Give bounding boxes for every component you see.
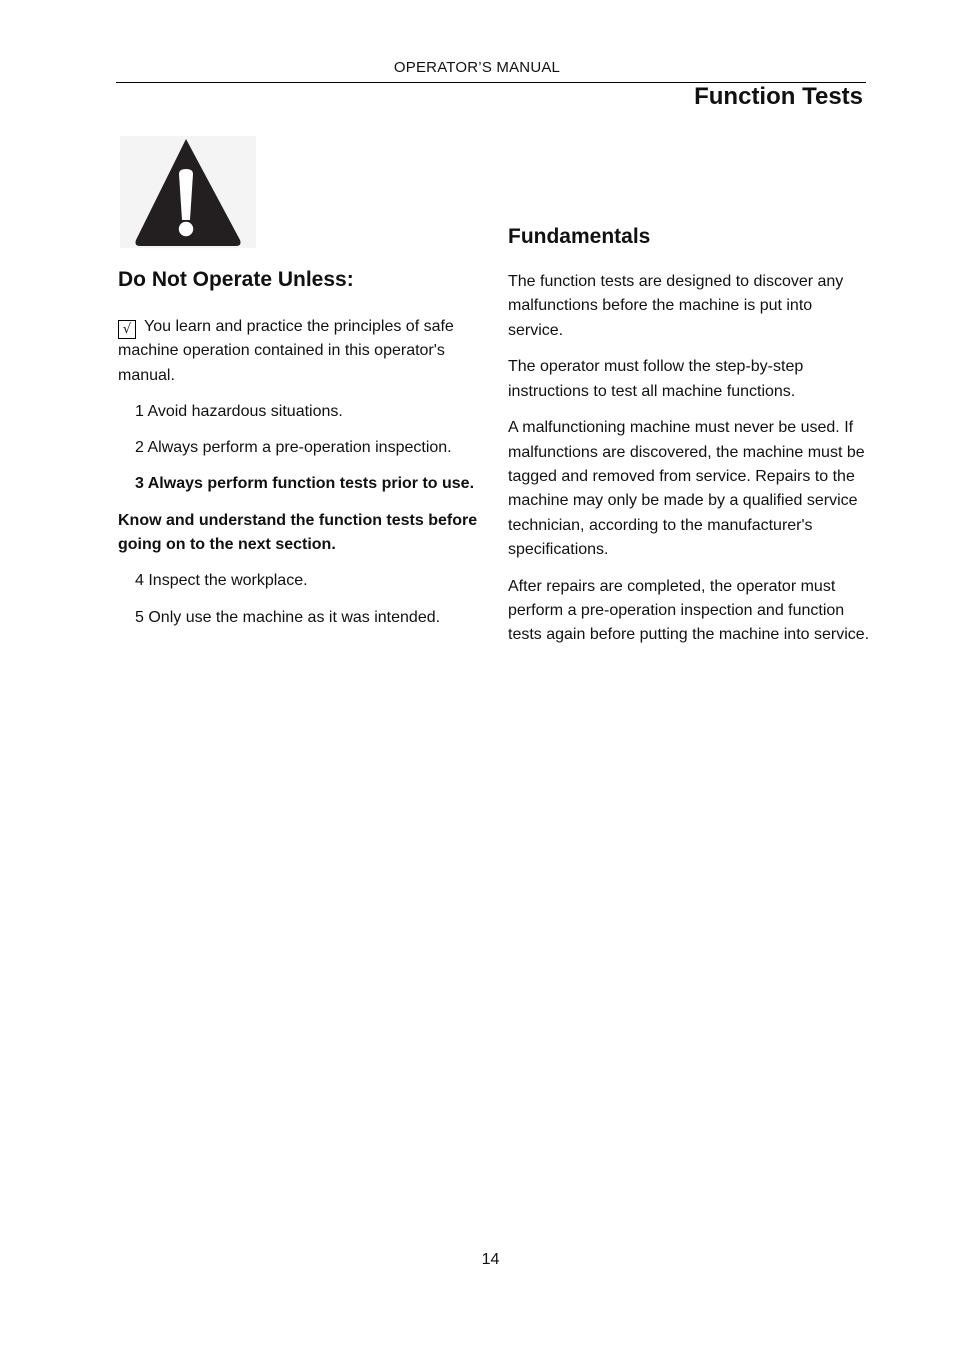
intro-text: You learn and practice the principles of safe machine operation contained in this operator's manual. <box>118 318 454 384</box>
left-column <box>118 268 480 642</box>
fundamentals-paragraph: The function tests are designed to discover any malfunctions before the machine is put into service. <box>508 273 844 339</box>
section-title: Function Tests <box>694 83 863 110</box>
page-number: 14 <box>481 1251 500 1268</box>
list-item: 4 Inspect the workplace. <box>135 572 308 590</box>
fundamentals-paragraph: The operator must follow the step-by-step instructions to test all machine functions. <box>508 358 804 400</box>
fundamentals-paragraph: A malfunctioning machine must never be used. If malfunctions are discovered, the machine must be tagged and removed from service. Repairs to the machine may only be made by a qualified service technician, according to the manufacturer's specifications. <box>508 419 865 558</box>
intro-paragraph <box>118 315 480 388</box>
list-item: 5 Only use the machine as it was intended. <box>135 608 441 626</box>
list-item: 1 Avoid hazardous situations. <box>135 402 343 420</box>
list-item: 3 Always perform function tests prior to use. <box>135 475 475 493</box>
warning-triangle-icon <box>120 136 256 248</box>
right-column <box>508 225 870 660</box>
fundamentals-paragraph: After repairs are completed, the operator must perform a pre-operation inspection and function tests again before putting the machine into service. <box>508 577 870 644</box>
fundamentals-heading: Fundamentals <box>508 225 651 248</box>
checkmark-box-icon: √ <box>118 320 136 339</box>
running-header: OPERATOR’S MANUAL <box>393 59 561 76</box>
list-item: 2 Always perform a pre-operation inspection. <box>135 439 452 457</box>
do-not-operate-heading: Do Not Operate Unless: <box>118 268 354 291</box>
function-tests-note: Know and understand the function tests before going on to the next section. <box>118 511 478 554</box>
